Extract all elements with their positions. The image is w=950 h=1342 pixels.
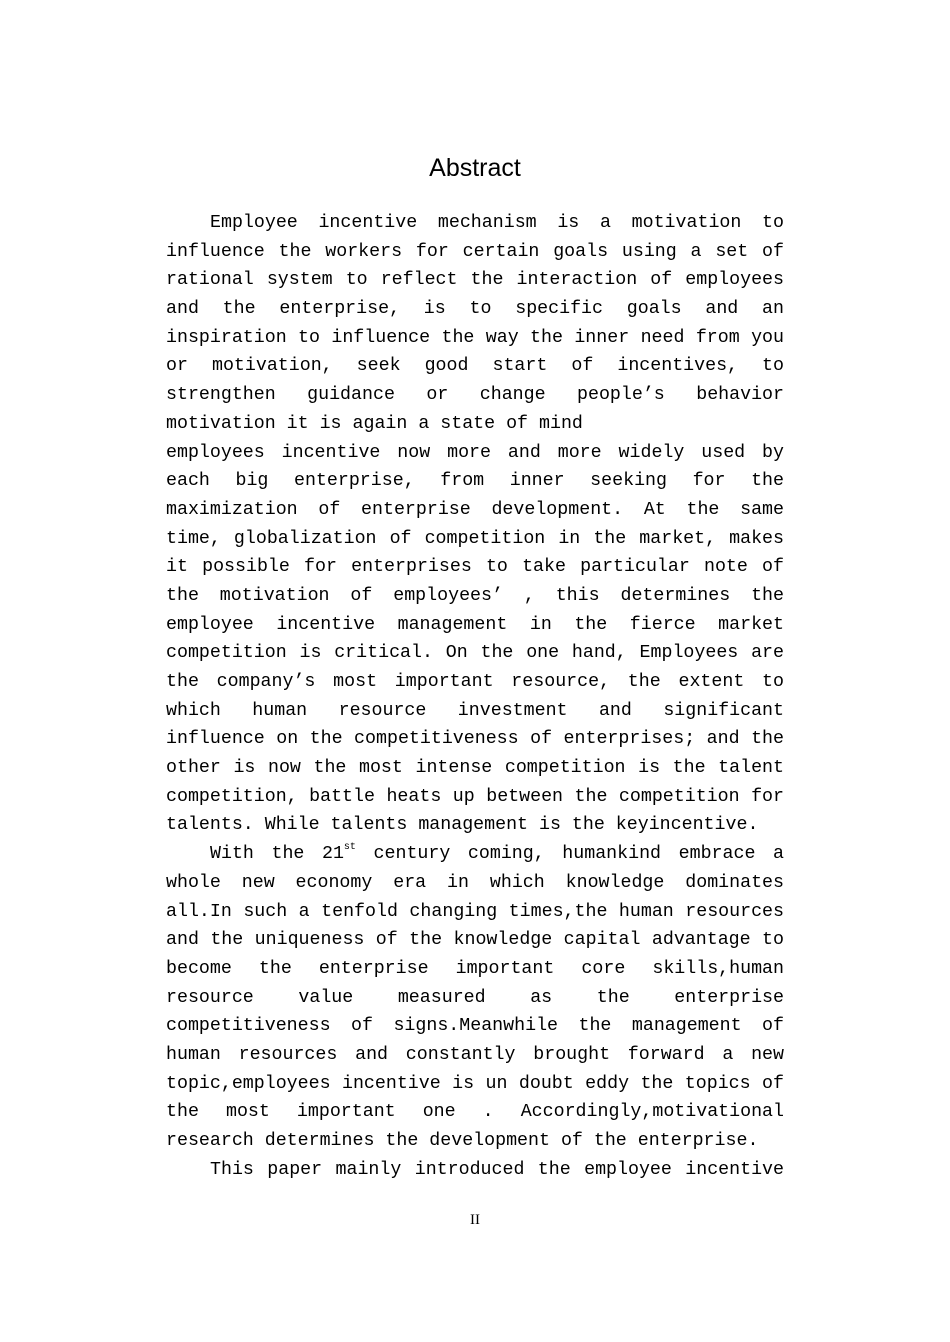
text-line: competition, battle heats up between the competition for — [166, 786, 784, 807]
text-line: research determines the development of the enterprise. — [166, 1131, 759, 1151]
text-line: each big enterprise, from inner seeking for the — [166, 471, 784, 492]
text-line: it possible for enterprises to take particular note of — [166, 557, 784, 578]
text-line: which human resource investment and significant — [166, 700, 784, 721]
superscript: st — [343, 842, 356, 854]
text-fragment: With the 21 — [210, 844, 344, 865]
text-line: all.In such a tenfold changing times,the human resources — [166, 901, 784, 922]
paragraph-2 — [166, 439, 784, 841]
paragraph-3 — [166, 840, 784, 1156]
text-line: competitiveness of signs.Meanwhile the management of — [166, 1016, 784, 1037]
text-line: maximization of enterprise development. At the same — [166, 499, 784, 520]
paragraph-1 — [166, 209, 784, 439]
text-line: Employee incentive mechanism is a motivation to — [210, 213, 784, 233]
text-line: time, globalization of competition in the market, makes — [166, 528, 784, 549]
text-line: other is now the most intense competition is the talent — [166, 758, 784, 779]
text-line: topic,employees incentive is un doubt eddy the topics of — [166, 1073, 784, 1094]
paragraph-4 — [166, 1156, 784, 1185]
text-line: the motivation of employees’ , this determines the — [166, 585, 784, 606]
text-line: strengthen guidance or change people’s behavior — [166, 385, 784, 406]
text-line: the most important one . Accordingly,motivational — [166, 1102, 784, 1123]
text-line: motivation it is again a state of mind — [166, 413, 583, 434]
text-line-with-superscript — [166, 840, 784, 869]
text-line: the company’s most important resource, the extent to — [166, 672, 784, 692]
text-line: become the enterprise important core skills,human — [166, 958, 784, 979]
page-number: II — [470, 1212, 480, 1228]
text-line: employee incentive management in the fierce market — [166, 614, 784, 635]
abstract-body — [166, 209, 784, 1184]
text-line: talents. While talents management is the keyincentive. — [166, 815, 759, 836]
text-line: or motivation, seek good start of incentives, to — [166, 356, 784, 377]
text-line: human resources and constantly brought forward a new — [166, 1044, 784, 1065]
text-line: and the enterprise, is to specific goals and an — [166, 299, 784, 320]
text-line: rational system to reflect the interaction of employees — [166, 270, 784, 291]
text-line: whole new economy era in which knowledge dominates — [166, 872, 784, 893]
text-line: resource value measured as the enterprise — [166, 987, 784, 1008]
text-line: competition is critical. On the one hand, Employees are — [166, 643, 784, 664]
text-line: inspiration to influence the way the inner need from you — [166, 327, 784, 348]
text-fragment: century coming, humankind embrace a — [355, 844, 784, 865]
text-line: influence on the competitiveness of enterprises; and the — [166, 729, 784, 750]
text-line: employees incentive now more and more widely used by — [166, 442, 784, 463]
text-line: This paper mainly introduced the employee incentive — [210, 1159, 784, 1180]
page-title: Abstract — [429, 154, 521, 182]
text-line: influence the workers for certain goals using a set of — [166, 241, 784, 262]
text-line: and the uniqueness of the knowledge capital advantage to — [166, 930, 784, 951]
